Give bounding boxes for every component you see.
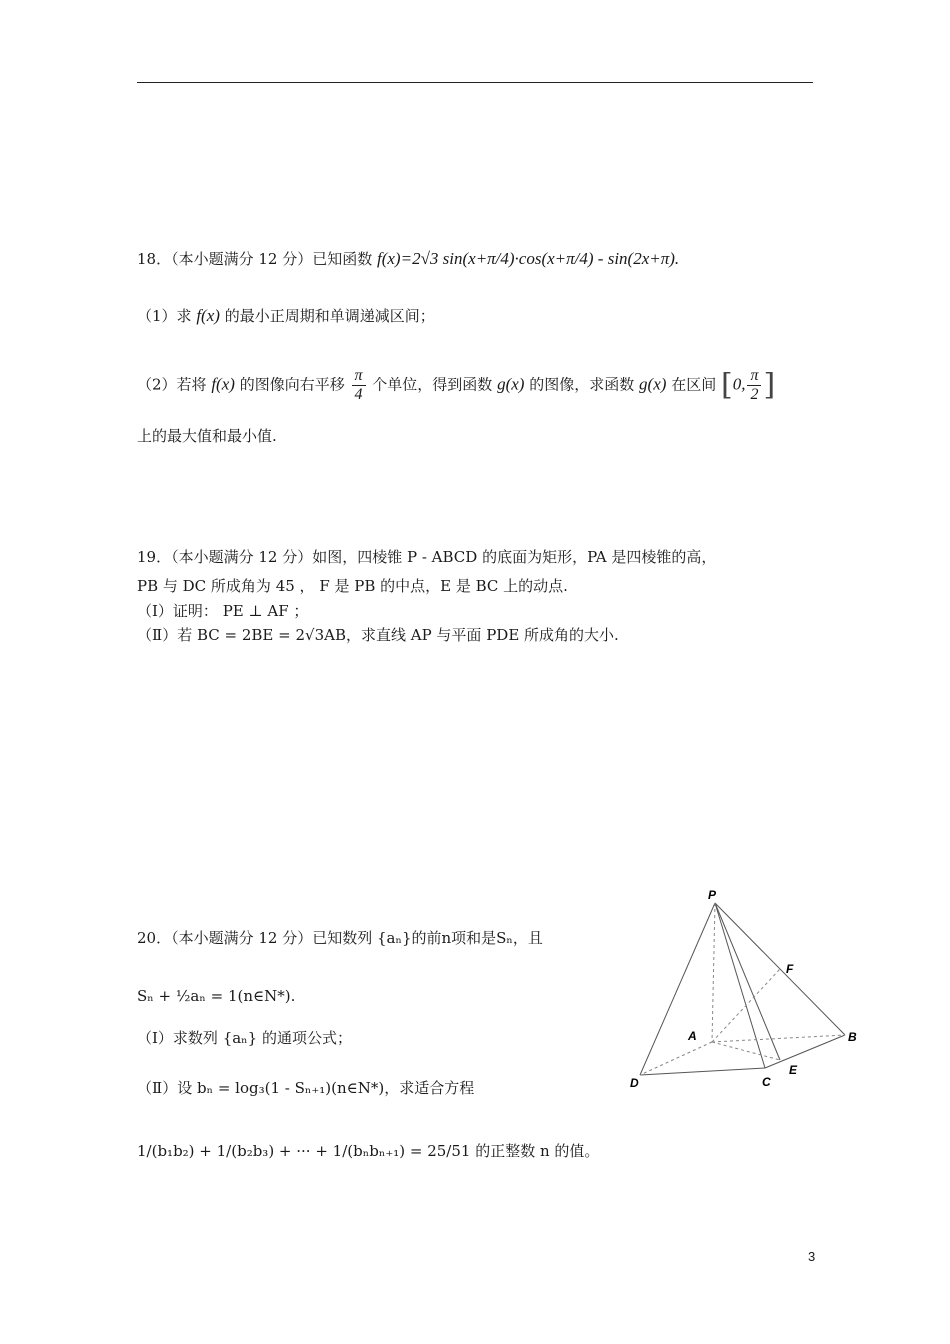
label-A: A [688,1029,697,1043]
q19-line1: 19．（本小题满分 12 分）如图，四棱锥 P - ABCD 的底面为矩形，PA 是四棱锥的高， [137,548,717,566]
q20-line4: （Ⅱ）设 bₙ = log₃(1 - Sₙ₊₁)(n∈N*)，求适合方程 [137,1079,475,1097]
q18-interval-den: 2 [750,386,759,403]
q18-header-line [137,248,679,270]
edge-DC [640,1068,765,1075]
q18-header: 18．（本小题满分 12 分）已知函数 [137,250,373,268]
edge-AB [712,1035,845,1042]
q18-interval-left: 0, [732,374,746,394]
edge-PA [712,903,715,1042]
q18-p2-text4: 在区间 [671,375,717,394]
q20-line3: （Ⅰ）求数列 {aₙ} 的通项公式； [137,1029,352,1047]
pyramid-figure [620,885,860,1095]
edge-AF [712,969,780,1042]
label-D: D [630,1076,639,1090]
q18-shift-num: π [352,367,366,386]
q20-line2: Sₙ + ½aₙ = 1(n∈N*). [137,987,296,1005]
edge-PE [715,903,780,1060]
edge-AD [640,1042,712,1075]
q18-shift-den: 4 [354,386,363,403]
q18-part1 [137,305,435,327]
q18-interval-num: π [747,367,761,386]
q18-p2-gx: g(x) [497,374,525,394]
label-F: F [786,962,794,976]
q18-p1-prefix: （1）求 [137,307,192,325]
q18-part2 [137,367,775,404]
label-E: E [789,1063,798,1077]
q18-p2-text3: 的图像，求函数 [529,375,635,394]
q18-p2-gx2: g(x) [639,374,667,394]
q18-p1-text: 的最小正周期和单调递减区间； [224,307,435,325]
q19-line3: （Ⅰ）证明： PE ⊥ AF ； [137,602,309,620]
label-B: B [848,1030,857,1044]
q18-formula: f(x)=2√3 sin(x+π/4)·cos(x+π/4) - sin(2x+π). [377,249,680,268]
edge-PD [640,903,715,1075]
header-rule [137,82,813,83]
q18-p1-fx: f(x) [196,306,220,325]
q18-p2-prefix: （2）若将 [137,375,207,394]
q18-shift-fraction [352,367,366,404]
q19-line2: PB 与 DC 所成角为 45 ， F 是 PB 的中点，E 是 BC 上的动点. [137,577,568,595]
q18-part2-line2: 上的最大值和最小值. [137,427,277,445]
q19-line4: （Ⅱ）若 BC = 2BE = 2√3AB，求直线 AP 与平面 PDE 所成角的大小. [137,626,619,644]
label-C: C [762,1075,771,1089]
q18-p2-text2: 个单位，得到函数 [372,375,493,394]
page-number: 3 [808,1249,816,1264]
edge-AE [712,1042,780,1060]
q20-line5: 1/(b₁b₂) + 1/(b₂b₃) + ··· + 1/(bₙbₙ₊₁) = 25/51 的正整数 n 的值。 [137,1142,600,1160]
q18-interval-fraction [747,367,761,404]
label-P: P [708,888,717,902]
q18-p2-fx: f(x) [211,374,235,394]
q18-p2-text1: 的图像向右平移 [239,375,345,394]
left-bracket: [ [721,367,733,403]
q20-line1: 20．（本小题满分 12 分）已知数列 {aₙ}的前n项和是Sₙ，且 [137,929,543,947]
right-bracket: ] [763,367,776,403]
